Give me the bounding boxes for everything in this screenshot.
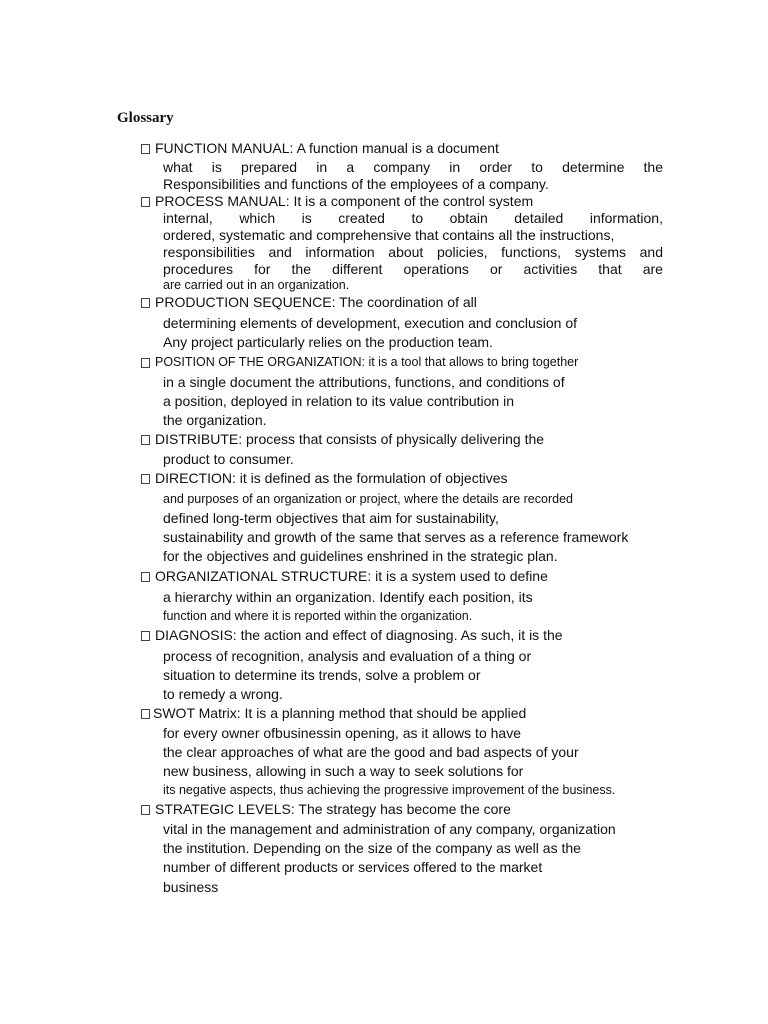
- glossary-text-line: procedures for the different operations or activities that are: [163, 261, 663, 277]
- bullet-marker-icon: [141, 435, 150, 445]
- glossary-term-line: SWOT Matrix: It is a planning method that should be applied: [153, 705, 527, 721]
- glossary-term-line: DIAGNOSIS: the action and effect of diagnosing. As such, it is the: [155, 627, 563, 643]
- glossary-text-line: in a single document the attributions, functions, and conditions of: [163, 374, 565, 390]
- glossary-text-line: the clear approaches of what are the good and bad aspects of your: [163, 744, 579, 760]
- glossary-text-line: number of different products or services offered to the market: [163, 859, 543, 875]
- glossary-text-line: process of recognition, analysis and evaluation of a thing or: [163, 648, 532, 664]
- glossary-term-line: DIRECTION: it is defined as the formulation of objectives: [155, 470, 508, 486]
- glossary-text-line: the organization.: [163, 412, 267, 428]
- glossary-text-line: function and where it is reported within the organization.: [163, 609, 473, 623]
- bullet-marker-icon: [141, 197, 150, 207]
- glossary-text-line: Responsibilities and functions of the employees of a company.: [163, 176, 549, 192]
- glossary-text-line: its negative aspects, thus achieving the progressive improvement of the business.: [163, 783, 616, 797]
- glossary-term-line: STRATEGIC LEVELS: The strategy has become the core: [155, 801, 511, 817]
- bullet-marker-icon: [141, 805, 150, 815]
- glossary-text-line: what is prepared in a company in order to determine the: [163, 159, 663, 175]
- glossary-text-line: responsibilities and information about policies, functions, systems and: [163, 244, 663, 260]
- glossary-text-line: determining elements of development, execution and conclusion of: [163, 315, 578, 331]
- glossary-text-line: for every owner ofbusinessin opening, as it allows to have: [163, 725, 521, 741]
- glossary-text-line: sustainability and growth of the same that serves as a reference framework: [163, 529, 629, 545]
- bullet-marker-icon: [141, 298, 150, 308]
- glossary-term-line: ORGANIZATIONAL STRUCTURE: it is a system used to define: [155, 568, 548, 584]
- glossary-text-line: vital in the management and administration of any company, organization: [163, 821, 616, 837]
- glossary-text-line: are carried out in an organization.: [163, 278, 350, 292]
- glossary-term-line: POSITION OF THE ORGANIZATION: it is a tool that allows to bring together: [155, 355, 579, 369]
- glossary-term-line: PRODUCTION SEQUENCE: The coordination of all: [155, 294, 477, 310]
- glossary-text-line: situation to determine its trends, solve a problem or: [163, 667, 481, 683]
- glossary-text-line: internal, which is created to obtain detailed information,: [163, 210, 663, 226]
- bullet-marker-icon: [141, 709, 150, 719]
- bullet-marker-icon: [141, 572, 150, 582]
- glossary-text-line: for the objectives and guidelines enshrined in the strategic plan.: [163, 548, 558, 564]
- bullet-marker-icon: [141, 474, 150, 484]
- glossary-text-line: the institution. Depending on the size of the company as well as the: [163, 840, 581, 856]
- glossary-term-line: FUNCTION MANUAL: A function manual is a document: [155, 140, 499, 156]
- glossary-text-line: Any project particularly relies on the production team.: [163, 334, 493, 350]
- glossary-text-line: ordered, systematic and comprehensive that contains all the instructions,: [163, 227, 615, 243]
- bullet-marker-icon: [141, 358, 150, 368]
- page-title: Glossary: [117, 110, 174, 126]
- glossary-text-line: a hierarchy within an organization. Identify each position, its: [163, 589, 533, 605]
- bullet-marker-icon: [141, 144, 150, 154]
- glossary-text-line: business: [163, 879, 219, 895]
- glossary-text-line: and purposes of an organization or project, where the details are recorded: [163, 492, 573, 506]
- glossary-text-line: a position, deployed in relation to its value contribution in: [163, 393, 514, 409]
- glossary-term-line: PROCESS MANUAL: It is a component of the control system: [155, 193, 534, 209]
- glossary-text-line: defined long-term objectives that aim for sustainability,: [163, 510, 499, 526]
- bullet-marker-icon: [141, 631, 150, 641]
- glossary-text-line: to remedy a wrong.: [163, 686, 283, 702]
- glossary-text-line: product to consumer.: [163, 451, 294, 467]
- glossary-text-line: new business, allowing in such a way to seek solutions for: [163, 763, 524, 779]
- glossary-term-line: DISTRIBUTE: process that consists of physically delivering the: [155, 431, 545, 447]
